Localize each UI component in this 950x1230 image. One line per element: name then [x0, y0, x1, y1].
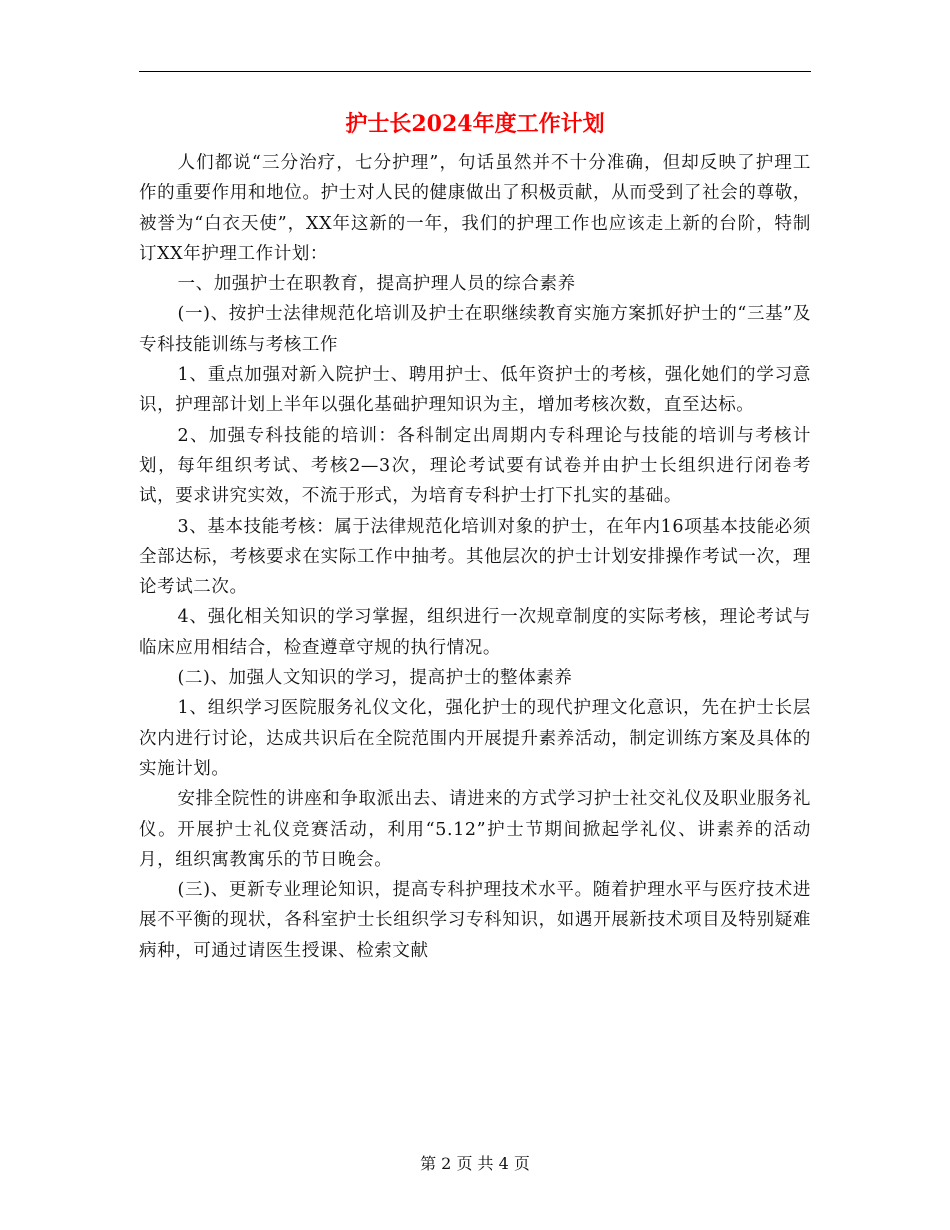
paragraph-etiquette-1: 1、组织学习医院服务礼仪文化，强化护士的现代护理文化意识，先在护士长层次内进行讨论，达成共识后在全院范围内开展提升素养活动，制定训练方案及具体的实施计划。 [139, 698, 811, 779]
paragraph-intro: 人们都说“三分治疗，七分护理”，句话虽然并不十分准确，但却反映了护理工作的重要作用和地位。护士对人民的健康做出了积极贡献，从而受到了社会的尊敬，被誉为“白衣天使”，XX年这新的一年，我们的护理工作也应该走上新的台阶，特制订XX年护理工作计划： [139, 153, 811, 264]
document-title: 护士长2024年度工作计划 [345, 111, 605, 137]
subsection-heading-3: (三)、更新专业理论知识，提高专科护理技术水平。随着护理水平与医疗技术进展不平衡的现状，各科室护士长组织学习专科知识，如遇开展新技术项目及特别疑难病种，可通过请医生授课、检索文献 [139, 880, 811, 961]
paragraph-item-1: 1、重点加强对新入院护士、聘用护士、低年资护士的考核，强化她们的学习意识，护理部计划上半年以强化基础护理知识为主，增加考核次数，直至达标。 [139, 365, 811, 416]
subsection-heading-1: (一)、按护士法律规范化培训及护士在职继续教育实施方案抓好护士的“三基”及专科技能训练与考核工作 [139, 304, 811, 355]
header-rule [139, 71, 811, 72]
paragraph-item-2: 2、加强专科技能的培训：各科制定出周期内专科理论与技能的培训与考核计划，每年组织考试、考核2—3次，理论考试要有试卷并由护士长组织进行闭卷考试，要求讲究实效，不流于形式，为培育专科护士打下扎实的基础。 [139, 425, 811, 507]
subsection-heading-2: (二)、加强人文知识的学习，提高护士的整体素养 [177, 668, 573, 689]
page-number-footer: 第 2 页 共 4 页 [420, 1154, 530, 1173]
section-heading-1: 一、加强护士在职教育，提高护理人员的综合素养 [177, 274, 576, 295]
paragraph-item-4: 4、强化相关知识的学习掌握，组织进行一次规章制度的实际考核，理论考试与临床应用相结合，检查遵章守规的执行情况。 [139, 607, 811, 658]
paragraph-item-3: 3、基本技能考核：属于法律规范化培训对象的护士，在年内16项基本技能必须全部达标，考核要求在实际工作中抽考。其他层次的护士计划安排操作考试一次，理论考试二次。 [139, 516, 811, 598]
document-body [139, 148, 811, 966]
paragraph-etiquette-2: 安排全院性的讲座和争取派出去、请进来的方式学习护士社交礼仪及职业服务礼仪。开展护士礼仪竞赛活动，利用“5.12”护士节期间掀起学礼仪、讲素养的活动月，组织寓教寓乐的节日晚会。 [139, 789, 811, 870]
